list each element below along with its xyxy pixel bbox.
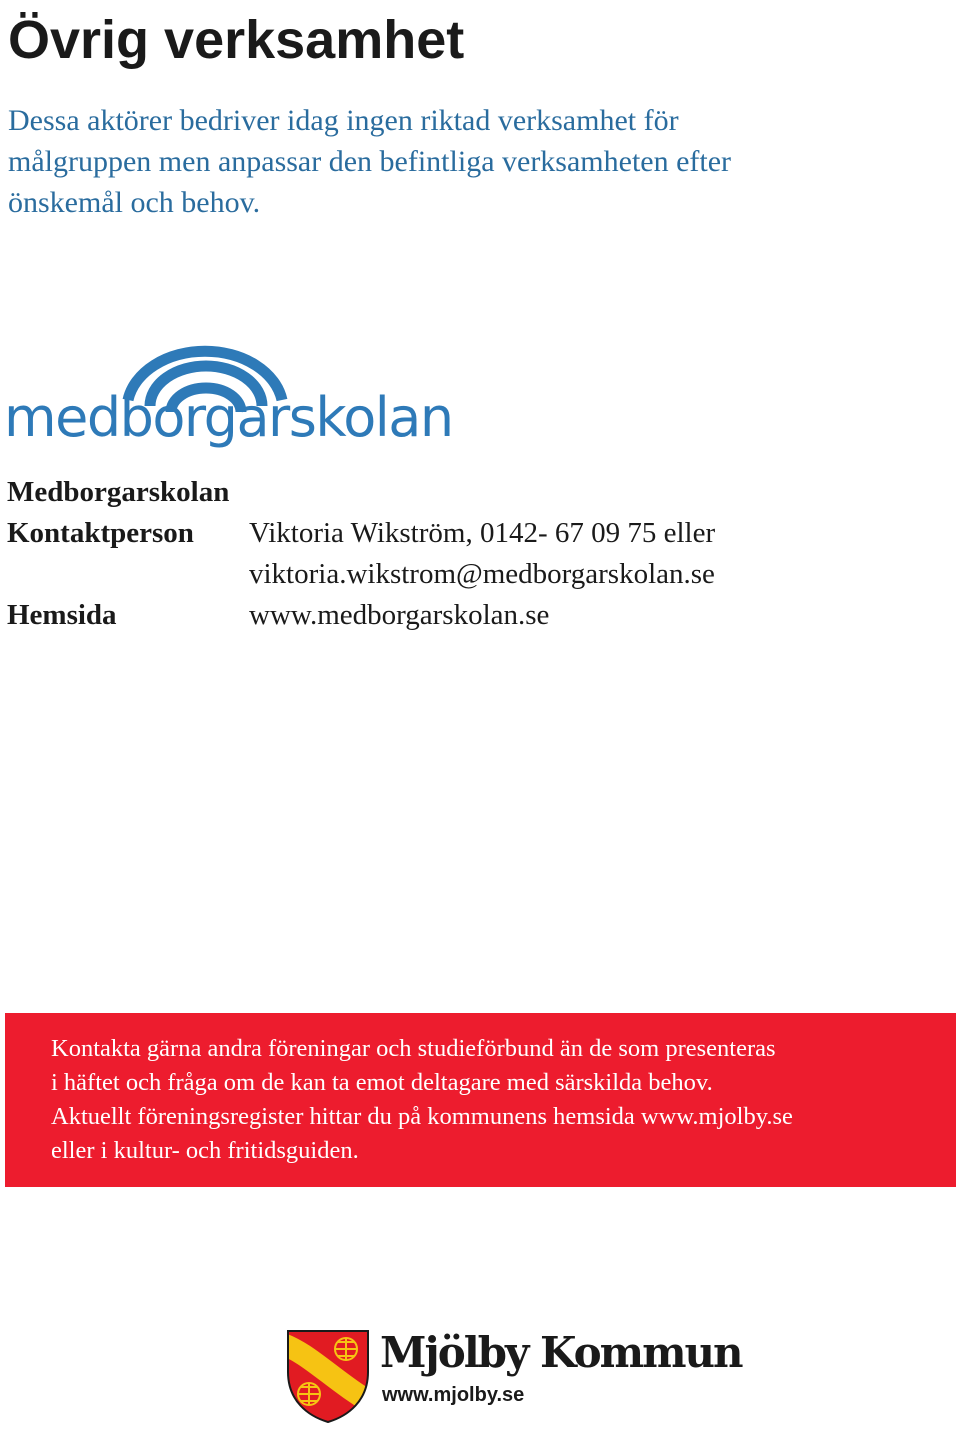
contact-email[interactable]: viktoria.wikstrom@medborgarskolan.se	[249, 558, 715, 590]
organization-name: Medborgarskolan	[7, 476, 230, 508]
contact-person-value: Viktoria Wikström, 0142- 67 09 75 eller	[249, 517, 716, 549]
intro-paragraph	[8, 100, 908, 223]
brand-name: Mjölby Kommun	[380, 1328, 742, 1377]
intro-line: Dessa aktörer bedriver idag ingen riktad verksamhet för	[8, 104, 679, 137]
website-link[interactable]: www.medborgarskolan.se	[249, 599, 550, 631]
intro-line: målgruppen men anpassar den befintliga verksamheten efter	[8, 145, 732, 178]
coat-of-arms-icon	[285, 1328, 371, 1424]
notice-box	[5, 1013, 956, 1187]
notice-line: Aktuellt föreningsregister hittar du på kommunens hemsida www.mjolby.se	[51, 1103, 793, 1130]
notice-line: Kontakta gärna andra föreningar och studieförbund än de som presenteras	[51, 1035, 776, 1062]
notice-text	[51, 1032, 956, 1168]
website-label: Hemsida	[7, 599, 117, 631]
notice-line: i häftet och fråga om de kan ta emot deltagare med särskilda behov.	[51, 1069, 713, 1096]
medborgarskolan-logo-text: medborgarskolan	[4, 386, 453, 449]
intro-line: önskemål och behov.	[8, 186, 261, 219]
page-title: Övrig verksamhet	[8, 10, 465, 70]
contact-person-label: Kontaktperson	[7, 517, 194, 549]
brand-url[interactable]: www.mjolby.se	[382, 1384, 525, 1406]
notice-line: eller i kultur- och fritidsguiden.	[51, 1137, 359, 1164]
